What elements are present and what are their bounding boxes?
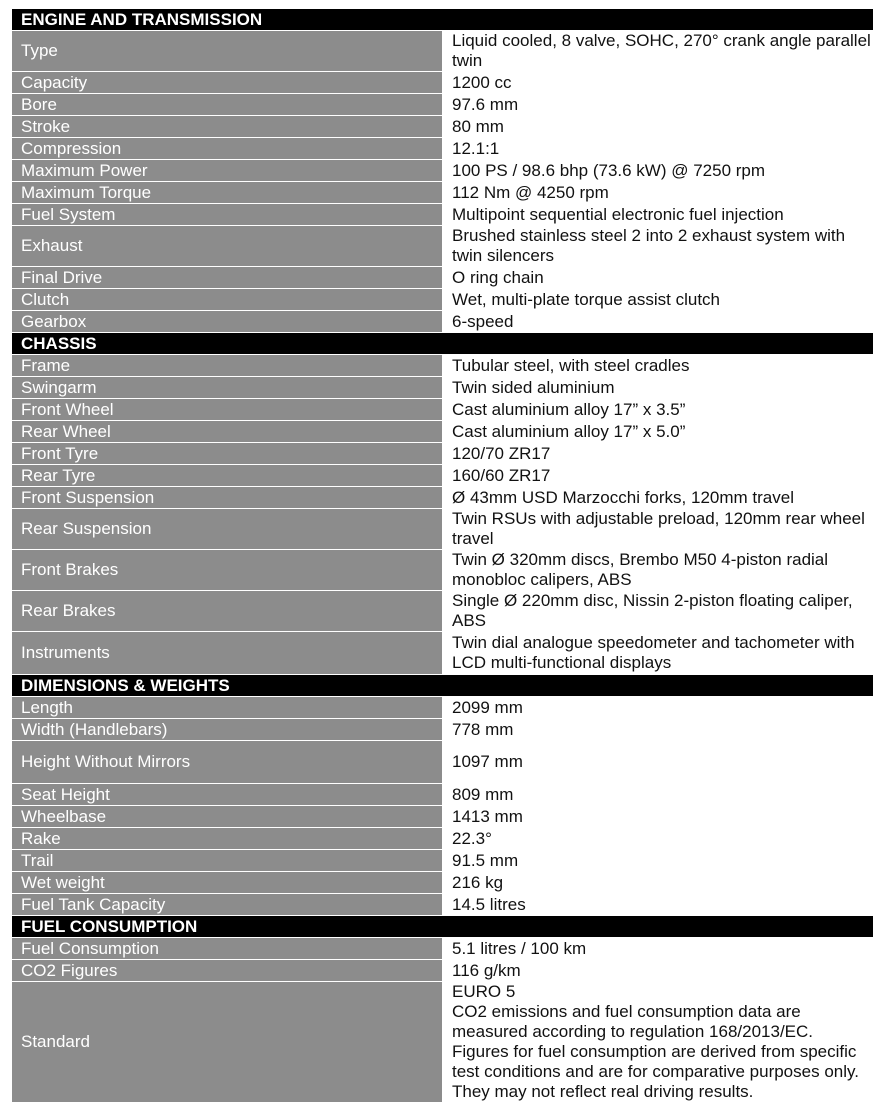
table-row <box>12 894 874 916</box>
spec-label: Rear Tyre <box>12 465 443 487</box>
spec-value: 97.6 mm <box>443 94 874 116</box>
spec-label: Type <box>12 31 443 72</box>
spec-label: Final Drive <box>12 267 443 289</box>
spec-value: Multipoint sequential electronic fuel injection <box>443 204 874 226</box>
spec-value: 14.5 litres <box>443 894 874 916</box>
spec-value: Ø 43mm USD Marzocchi forks, 120mm travel <box>443 487 874 509</box>
spec-value: 1097 mm <box>443 741 874 784</box>
table-row <box>12 160 874 182</box>
spec-label: Rake <box>12 828 443 850</box>
spec-value: 1413 mm <box>443 806 874 828</box>
spec-value: Tubular steel, with steel cradles <box>443 355 874 377</box>
table-row <box>12 850 874 872</box>
section-header-chassis <box>12 333 874 355</box>
table-row <box>12 267 874 289</box>
table-row <box>12 741 874 784</box>
table-row <box>12 355 874 377</box>
section-title: ENGINE AND TRANSMISSION <box>12 9 874 31</box>
section-title: CHASSIS <box>12 333 874 355</box>
spec-label: Clutch <box>12 289 443 311</box>
table-row <box>12 982 874 1103</box>
spec-value: 5.1 litres / 100 km <box>443 938 874 960</box>
spec-label: Capacity <box>12 72 443 94</box>
spec-value: Single Ø 220mm disc, Nissin 2-piston floating caliper, ABS <box>443 591 874 632</box>
table-row <box>12 311 874 333</box>
spec-label: Width (Handlebars) <box>12 719 443 741</box>
spec-value: Twin sided aluminium <box>443 377 874 399</box>
table-row <box>12 806 874 828</box>
spec-table <box>11 8 874 1103</box>
spec-label: Trail <box>12 850 443 872</box>
spec-value: 80 mm <box>443 116 874 138</box>
spec-label: Gearbox <box>12 311 443 333</box>
spec-value: 112 Nm @ 4250 rpm <box>443 182 874 204</box>
table-row <box>12 487 874 509</box>
table-row <box>12 138 874 160</box>
section-header-fuel <box>12 916 874 938</box>
table-row <box>12 72 874 94</box>
spec-label: Fuel Consumption <box>12 938 443 960</box>
spec-value: 809 mm <box>443 784 874 806</box>
table-row <box>12 719 874 741</box>
spec-value: 100 PS / 98.6 bhp (73.6 kW) @ 7250 rpm <box>443 160 874 182</box>
table-row <box>12 377 874 399</box>
table-row <box>12 31 874 72</box>
spec-value <box>443 982 874 1103</box>
table-row <box>12 872 874 894</box>
spec-label: Front Suspension <box>12 487 443 509</box>
table-row <box>12 94 874 116</box>
spec-label: Height Without Mirrors <box>12 741 443 784</box>
spec-label: Exhaust <box>12 226 443 267</box>
spec-value: Cast aluminium alloy 17” x 5.0” <box>443 421 874 443</box>
table-row <box>12 289 874 311</box>
table-row <box>12 509 874 550</box>
spec-value: 120/70 ZR17 <box>443 443 874 465</box>
spec-value: Twin dial analogue speedometer and tachometer with LCD multi-functional displays <box>443 632 874 675</box>
spec-value: 116 g/km <box>443 960 874 982</box>
spec-value: 216 kg <box>443 872 874 894</box>
spec-value: O ring chain <box>443 267 874 289</box>
table-row <box>12 697 874 719</box>
table-row <box>12 182 874 204</box>
spec-value: Liquid cooled, 8 valve, SOHC, 270° crank angle parallel twin <box>443 31 874 72</box>
spec-label: Frame <box>12 355 443 377</box>
spec-value: 22.3° <box>443 828 874 850</box>
spec-label: Wet weight <box>12 872 443 894</box>
table-row <box>12 784 874 806</box>
table-row <box>12 465 874 487</box>
spec-label: Stroke <box>12 116 443 138</box>
spec-label: Standard <box>12 982 443 1103</box>
spec-value: 6-speed <box>443 311 874 333</box>
table-row <box>12 421 874 443</box>
spec-value: Twin Ø 320mm discs, Brembo M50 4-piston radial monobloc calipers, ABS <box>443 550 874 591</box>
section-title: DIMENSIONS & WEIGHTS <box>12 675 874 697</box>
spec-label: Fuel Tank Capacity <box>12 894 443 916</box>
spec-label: Maximum Power <box>12 160 443 182</box>
spec-label: Front Wheel <box>12 399 443 421</box>
table-row <box>12 204 874 226</box>
table-row <box>12 550 874 591</box>
table-row <box>12 828 874 850</box>
table-row <box>12 591 874 632</box>
spec-label: Rear Brakes <box>12 591 443 632</box>
spec-label: Wheelbase <box>12 806 443 828</box>
spec-label: Bore <box>12 94 443 116</box>
table-row <box>12 960 874 982</box>
spec-value: Twin RSUs with adjustable preload, 120mm rear wheel travel <box>443 509 874 550</box>
spec-value: Wet, multi-plate torque assist clutch <box>443 289 874 311</box>
spec-value: 778 mm <box>443 719 874 741</box>
spec-label: Front Brakes <box>12 550 443 591</box>
table-row <box>12 938 874 960</box>
spec-label: Maximum Torque <box>12 182 443 204</box>
spec-label: Instruments <box>12 632 443 675</box>
spec-label: Rear Suspension <box>12 509 443 550</box>
spec-label: Fuel System <box>12 204 443 226</box>
spec-value: 160/60 ZR17 <box>443 465 874 487</box>
table-row <box>12 116 874 138</box>
standard-euro-text: EURO 5 <box>452 982 516 1001</box>
table-row <box>12 226 874 267</box>
spec-value: Brushed stainless steel 2 into 2 exhaust system with twin silencers <box>443 226 874 267</box>
spec-label: Length <box>12 697 443 719</box>
spec-value: Cast aluminium alloy 17” x 3.5” <box>443 399 874 421</box>
section-title: FUEL CONSUMPTION <box>12 916 874 938</box>
spec-label: Seat Height <box>12 784 443 806</box>
spec-value: 12.1:1 <box>443 138 874 160</box>
section-header-engine <box>12 9 874 31</box>
section-header-dimensions <box>12 675 874 697</box>
spec-value: 91.5 mm <box>443 850 874 872</box>
spec-value: 1200 cc <box>443 72 874 94</box>
standard-disclaimer-text: CO2 emissions and fuel consumption data are measured according to regulation 168/2013/EC. Figures for fuel consumption are derived from specific test conditions and are for comparative purposes only. They may not reflect real driving results. <box>452 1002 859 1101</box>
table-row <box>12 443 874 465</box>
spec-label: CO2 Figures <box>12 960 443 982</box>
spec-label: Front Tyre <box>12 443 443 465</box>
spec-value: 2099 mm <box>443 697 874 719</box>
table-row <box>12 632 874 675</box>
spec-label: Swingarm <box>12 377 443 399</box>
spec-label: Compression <box>12 138 443 160</box>
table-row <box>12 399 874 421</box>
spec-label: Rear Wheel <box>12 421 443 443</box>
